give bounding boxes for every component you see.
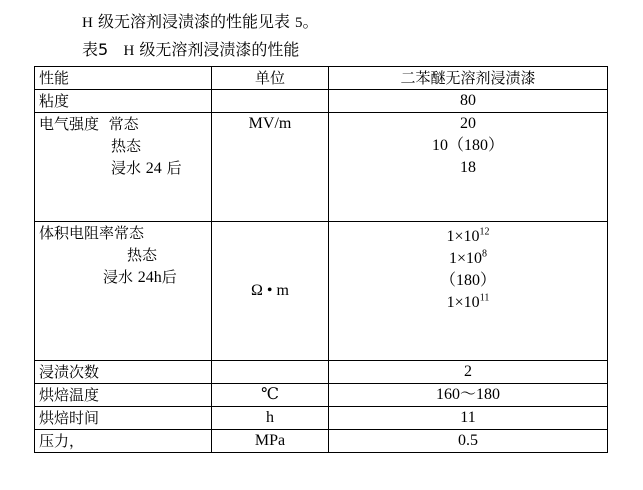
strength-label: 电气强度 [39, 115, 100, 133]
intro-num: 5 [295, 15, 303, 31]
resist-s2: 热态 [127, 246, 158, 264]
resist-s3a: 浸水 [103, 268, 134, 286]
intro-h: H [82, 15, 93, 31]
strength-s3a: 浸水 [111, 159, 142, 177]
caption-h: H [123, 43, 135, 59]
value-strength [329, 113, 608, 222]
table-row [35, 361, 608, 384]
header-row [35, 67, 608, 90]
unit-strength: MV/m [212, 113, 329, 222]
intro-body: 级无溶剂浸渍漆的性能见表 [97, 12, 290, 31]
prop-viscosity: 粘度 [35, 90, 212, 113]
prop-dip: 浸渍次数 [35, 361, 212, 384]
caption-text: 级无溶剂浸渍漆的性能 [139, 40, 300, 59]
caption-label: 表5 [82, 40, 109, 59]
value-bake-temp: 160～180 [329, 384, 608, 407]
prop-bake-time: 烘焙时间 [35, 407, 212, 430]
strength-v2: 10（180） [431, 137, 504, 154]
unit-bake-temp: ℃ [212, 384, 329, 407]
table-row [35, 384, 608, 407]
unit-dip [212, 361, 329, 384]
unit-viscosity [212, 90, 329, 113]
value-bake-time: 11 [329, 407, 608, 430]
strength-s3b: 24 [145, 160, 162, 177]
unit-resistivity: Ω • m [212, 222, 329, 361]
table-row [35, 222, 608, 361]
table-caption [82, 40, 299, 61]
strength-v1: 20 [460, 115, 476, 132]
resist-label: 体积电阻率 [39, 224, 115, 242]
strength-v3: 18 [460, 159, 476, 176]
table-row [35, 407, 608, 430]
resist-v2: 1×10 [448, 250, 483, 267]
unit-bake-time: h [212, 407, 329, 430]
unit-pressure: MPa [212, 430, 329, 453]
strength-s1: 常态 [108, 115, 139, 133]
prop-strength [35, 113, 212, 222]
resist-v2-note: （180） [439, 272, 496, 289]
resist-v3-exp: 11 [479, 292, 490, 304]
resist-v3: 1×10 [446, 294, 480, 311]
header-value: 二苯醚无溶剂浸渍漆 [329, 67, 608, 90]
prop-resistivity [35, 222, 212, 361]
prop-pressure: 压力， [35, 430, 212, 453]
value-pressure: 0.5 [329, 430, 608, 453]
value-resistivity [329, 222, 608, 361]
table-row [35, 90, 608, 113]
resist-v2-exp: 8 [482, 248, 488, 260]
value-dip: 2 [329, 361, 608, 384]
table-row [35, 430, 608, 453]
header-property: 性能 [35, 67, 212, 90]
resist-s3b: 24h [137, 269, 162, 286]
resist-s3c: 后 [161, 268, 177, 286]
resist-v1: 1×10 [446, 228, 480, 245]
value-viscosity: 80 [329, 90, 608, 113]
intro-end: 。 [302, 12, 319, 31]
strength-s2: 热态 [111, 137, 142, 155]
intro-text [82, 12, 319, 33]
properties-table [34, 66, 608, 453]
resist-s1: 常态 [114, 224, 145, 242]
table-row [35, 113, 608, 222]
strength-s3c: 后 [166, 159, 182, 177]
resist-v1-exp: 12 [479, 226, 490, 238]
header-unit: 单位 [212, 67, 329, 90]
prop-bake-temp: 烘焙温度 [35, 384, 212, 407]
